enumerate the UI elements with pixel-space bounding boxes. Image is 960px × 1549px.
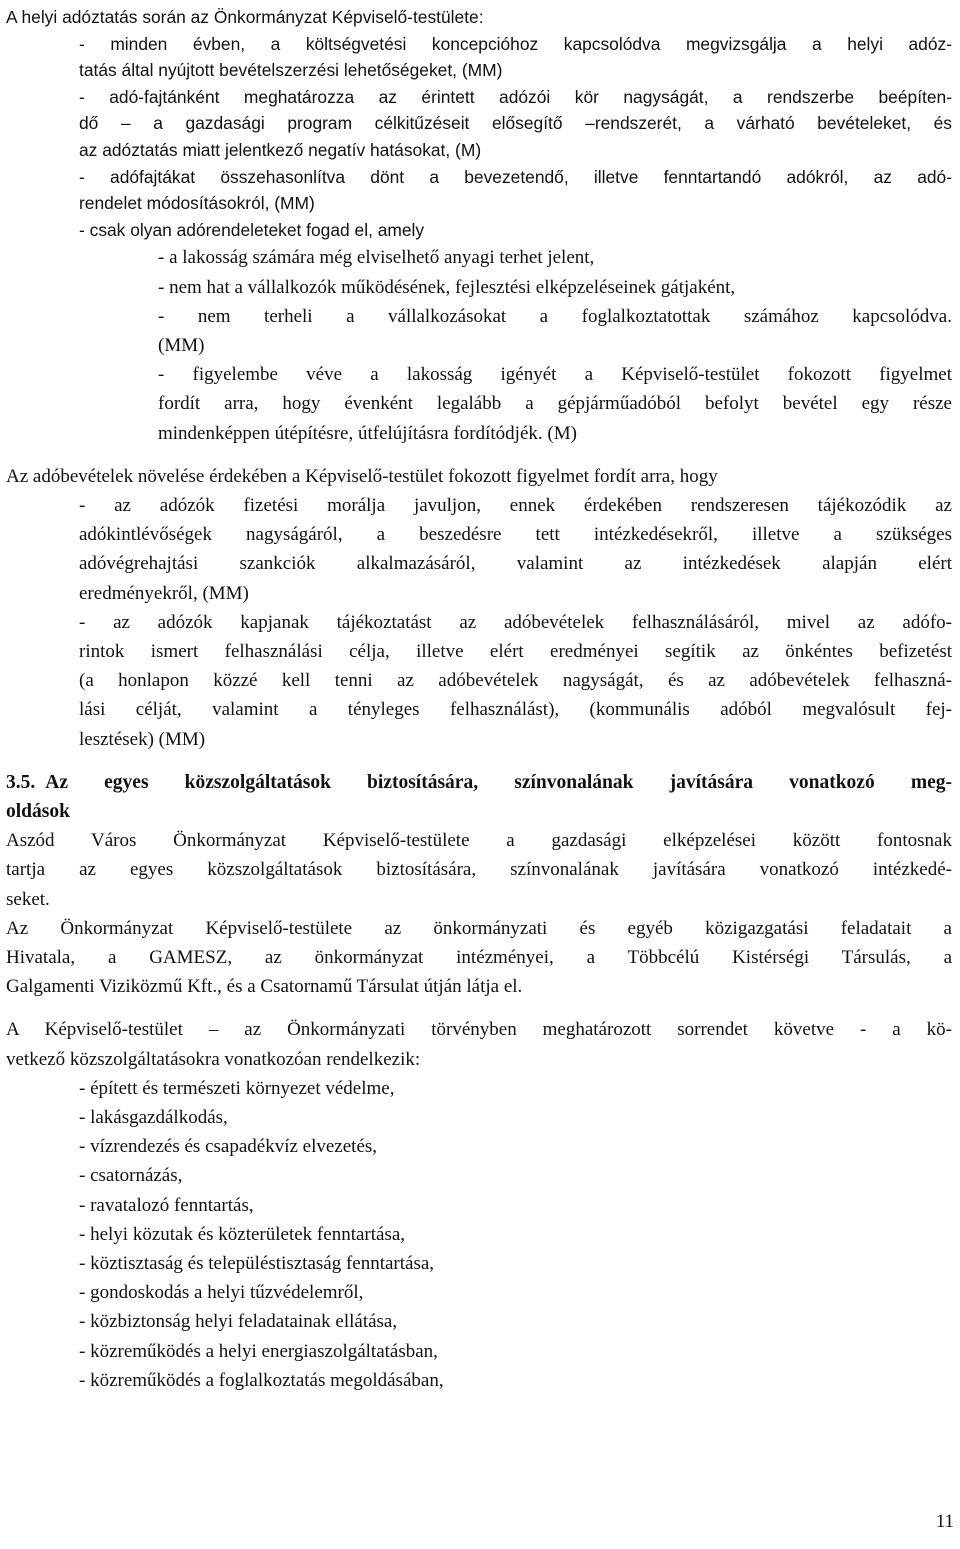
revenue-line: - az adózók kapjanak tájékoztatást az adóbevételek felhasználásáról, mivel az adófo- bbox=[79, 611, 952, 633]
section-title-line: oldások bbox=[6, 801, 70, 822]
section-paragraph-1 bbox=[6, 826, 952, 914]
tax-block bbox=[6, 4, 952, 243]
section-heading bbox=[6, 768, 952, 826]
section-number: 3.5. bbox=[6, 771, 36, 793]
tax-line: - adó-fajtánként meghatározza az érintett adózói kör nagyságát, a rendszerbe beépíten- bbox=[79, 86, 952, 107]
tax-sub-item: (MM) bbox=[158, 334, 205, 356]
list-item: - gondoskodás a helyi tűzvédelemről, bbox=[79, 1282, 364, 1304]
list-item: - közreműködés a foglalkoztatás megoldásában, bbox=[79, 1369, 444, 1391]
revenue-block bbox=[6, 462, 952, 754]
paragraph-line: A Képviselő-testület – az Önkormányzati törvényben meghatározott sorrendet követve - a kö- bbox=[6, 1019, 952, 1041]
tax-line: rendelet módosításokról, (MM) bbox=[79, 193, 315, 214]
list-item: - csatornázás, bbox=[79, 1165, 183, 1187]
page-number: 11 bbox=[935, 1511, 954, 1532]
tax-line: tatás által nyújtott bevételszerzési lehetőségeket, (MM) bbox=[79, 60, 503, 81]
section-paragraph-3 bbox=[6, 1015, 952, 1073]
tax-line: - csak olyan adórendeleteket fogad el, amely bbox=[79, 219, 425, 240]
tax-sub-block bbox=[6, 243, 952, 447]
paragraph-line: Galgamenti Viziközmű Kft., és a Csatornamű Társulat útján látja el. bbox=[6, 976, 523, 998]
tax-sub-item: - nem terheli a vállalkozásokat a foglalkoztatottak számához kapcsolódva. bbox=[158, 305, 952, 327]
list-item: - közreműködés a helyi energiaszolgáltatásban, bbox=[79, 1340, 438, 1362]
tax-line: dő – a gazdasági program célkitűzéseit elősegítő –rendszerét, a várható bevételeket, és bbox=[79, 113, 952, 134]
tax-sub-item: - figyelembe véve a lakosság igényét a Képviselő-testület fokozott figyelmet bbox=[158, 364, 952, 386]
revenue-line: eredményekről, (MM) bbox=[79, 582, 249, 604]
revenue-line: adókintlévőségek nagyságáról, a beszedésre tett intézkedésekről, illetve a szükséges bbox=[79, 524, 952, 546]
revenue-line: adóvégrehajtási szankciók alkalmazásáról, valamint az intézkedések alapján elért bbox=[79, 553, 952, 575]
revenue-line: rintok ismert felhasználási célja, illetve elért eredményei segítik az önkéntes befizetést bbox=[79, 640, 952, 662]
list-item: - lakásgazdálkodás, bbox=[79, 1107, 228, 1129]
tax-line: - minden évben, a költségvetési koncepcióhoz kapcsolódva megvizsgálja a helyi adóz- bbox=[79, 33, 952, 54]
list-item: - épített és természeti környezet védelme, bbox=[79, 1077, 395, 1099]
section-paragraph-2 bbox=[6, 914, 952, 1002]
revenue-line: lesztések) (MM) bbox=[79, 728, 206, 750]
paragraph-line: tartja az egyes közszolgáltatások biztosítására, színvonalának javítására vonatkozó intézkedé- bbox=[6, 859, 952, 881]
tax-line: - adófajtákat összehasonlítva dönt a bevezetendő, illetve fenntartandó adókról, az adó- bbox=[79, 166, 952, 187]
tax-line: az adóztatás miatt jelentkező negatív hatásokat, (M) bbox=[79, 139, 482, 160]
paragraph-line: seket. bbox=[6, 888, 50, 910]
list-item: - köztisztaság és településtisztaság fenntartása, bbox=[79, 1253, 435, 1275]
paragraph-line: vetkező közszolgáltatásokra vonatkozóan rendelkezik: bbox=[6, 1048, 421, 1070]
section-title-line: 3.5. Az egyes közszolgáltatások biztosítására, színvonalának javítására vonatkozó meg- bbox=[6, 771, 952, 793]
revenue-intro: Az adóbevételek növelése érdekében a Képviselő-testület fokozott figyelmet fordít arra, hogy bbox=[6, 465, 718, 487]
list-item: - közbiztonság helyi feladatainak ellátása, bbox=[79, 1311, 398, 1333]
list-item: - helyi közutak és közterületek fenntartása, bbox=[79, 1223, 406, 1245]
tax-sub-item: - a lakosság számára még elviselhető anyagi terhet jelent, bbox=[158, 247, 595, 269]
list-item: - vízrendezés és csapadékvíz elvezetés, bbox=[79, 1136, 378, 1158]
tax-intro: A helyi adóztatás során az Önkormányzat Képviselő-testülete: bbox=[6, 7, 484, 27]
tax-sub-item: mindenképpen útépítésre, útfelújításra fordítódjék. (M) bbox=[158, 422, 577, 444]
paragraph-line: Hivatala, a GAMESZ, az önkormányzat intézményei, a Többcélú Kistérségi Társulás, a bbox=[6, 947, 952, 969]
service-list bbox=[6, 1074, 952, 1395]
revenue-line: (a honlapon közzé kell tenni az adóbevételek nagyságát, és az adóbevételek felhaszná- bbox=[79, 670, 952, 692]
paragraph-line: Az Önkormányzat Képviselő-testülete az önkormányzati és egyéb közigazgatási feladatait a bbox=[6, 917, 952, 939]
list-item: - ravatalozó fenntartás, bbox=[79, 1194, 254, 1216]
paragraph-line: Aszód Város Önkormányzat Képviselő-testülete a gazdasági elképzelései között fontosnak bbox=[6, 830, 952, 852]
revenue-line: lási célját, valamint a tényleges felhasználást), (kommunális adóból megvalósult fej- bbox=[79, 699, 952, 721]
revenue-line: - az adózók fizetési morálja javuljon, ennek érdekében rendszeresen tájékozódik az bbox=[79, 494, 952, 516]
tax-sub-item: fordít arra, hogy évenként legalább a gépjárműadóból befolyt bevétel egy része bbox=[158, 393, 952, 415]
tax-sub-item: - nem hat a vállalkozók működésének, fejlesztési elképzeléseinek gátjaként, bbox=[158, 276, 736, 298]
